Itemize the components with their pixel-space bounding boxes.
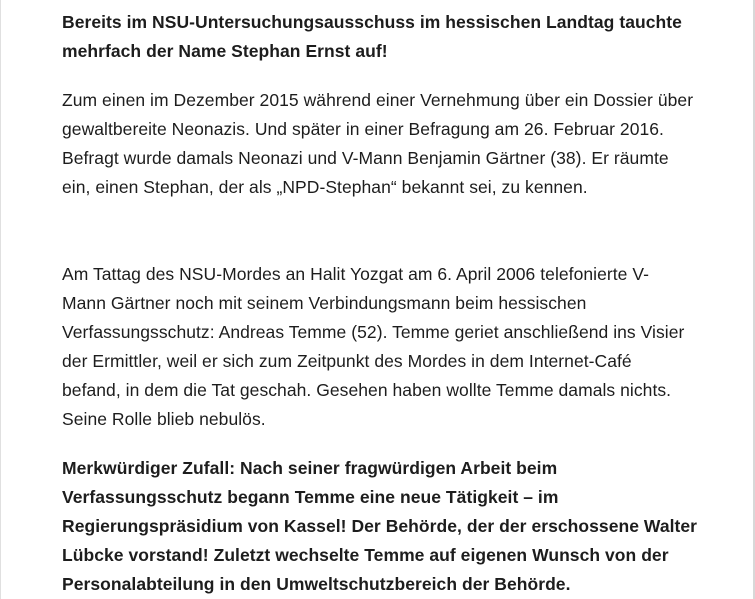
text-line: befand, in dem die Tat geschah. Gesehen haben wollte Temme damals nichts. [62, 380, 672, 400]
article-body [62, 8, 732, 599]
intro-paragraph [62, 8, 732, 66]
text-line: gewaltbereite Neonazis. Und später in einer Befragung am 26. Februar 2016. [62, 119, 664, 139]
text-line: Bereits im NSU-Untersuchungsausschuss im hessischen Landtag tauchte [62, 12, 682, 32]
text-line: Regierungspräsidium von Kassel! Der Behörde, der der erschossene Walter [62, 516, 698, 536]
tattag-paragraph [62, 260, 732, 434]
text-line: Mann Gärtner noch mit seinem Verbindungsmann beim hessischen [62, 293, 587, 313]
text-line: ein, einen Stephan, der als „NPD-Stephan“ bekannt sei, zu kennen. [62, 177, 588, 197]
text-line: Merkwürdiger Zufall: Nach seiner fragwürdigen Arbeit beim [62, 458, 558, 478]
text-line: Verfassungsschutz begann Temme eine neue Tätigkeit – im [62, 487, 559, 507]
text-line: mehrfach der Name Stephan Ernst auf! [62, 41, 388, 61]
text-line: Zum einen im Dezember 2015 während einer Vernehmung über ein Dossier über [62, 90, 694, 110]
text-line: Am Tattag des NSU-Mordes an Halit Yozgat am 6. April 2006 telefonierte V- [62, 264, 649, 284]
zufall-paragraph [62, 454, 732, 599]
text-line: Befragt wurde damals Neonazi und V-Mann Benjamin Gärtner (38). Er räumte [62, 148, 669, 168]
text-line: Lübcke vorstand! Zuletzt wechselte Temme auf eigenen Wunsch von der [62, 545, 669, 565]
text-line: Seine Rolle blieb nebulös. [62, 409, 266, 429]
text-line: Verfassungsschutz: Andreas Temme (52). Temme geriet anschließend ins Visier [62, 322, 685, 342]
text-line: Personalabteilung in den Umweltschutzbereich der Behörde. [62, 574, 571, 594]
dossier-paragraph [62, 86, 732, 202]
text-line: der Ermittler, weil er sich zum Zeitpunkt des Mordes in dem Internet-Café [62, 351, 632, 371]
